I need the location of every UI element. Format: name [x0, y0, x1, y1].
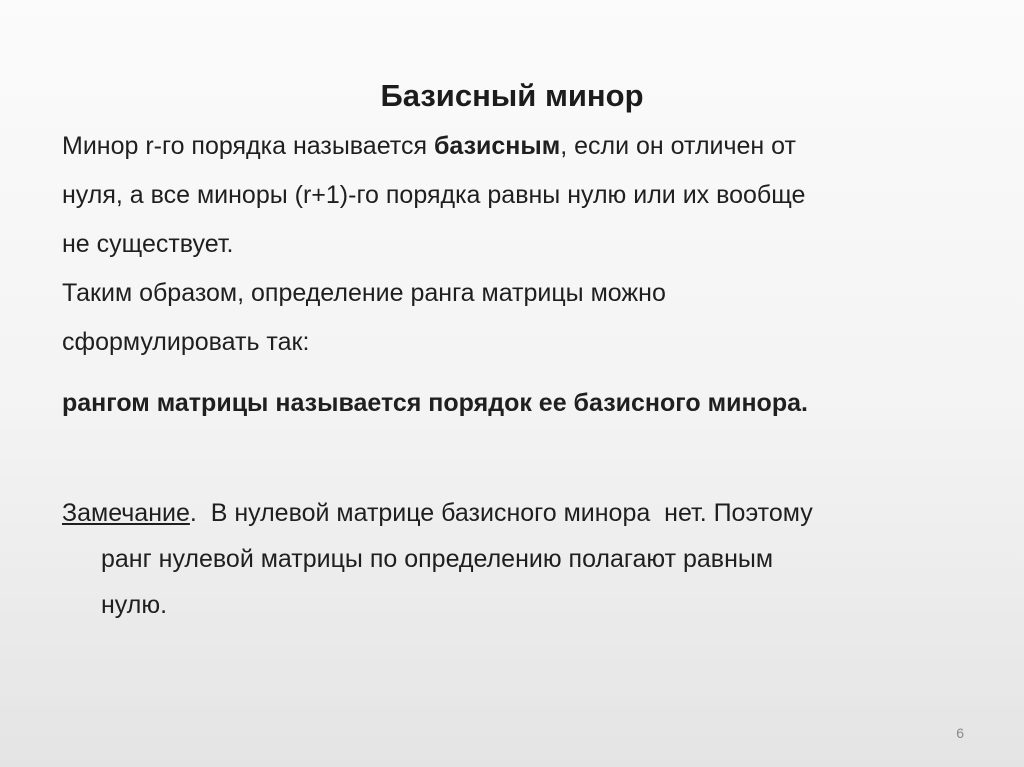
- remark-period: .: [189, 499, 197, 527]
- rank-definition: рангом матрицы называется порядок ее базисного минора.: [62, 389, 808, 417]
- definition-text: , если он отличен от: [560, 132, 796, 160]
- page-number: 6: [956, 725, 964, 741]
- remark-line-2: ранг нулевой матрицы по определению полагают равным: [101, 545, 774, 573]
- remark-label: Замечание: [62, 499, 190, 527]
- definition-line-3: не существует.: [62, 230, 234, 258]
- definition-line-2: нуля, а все миноры (r+1)-го порядка равны нулю или их вообще: [62, 181, 806, 209]
- slide-title: Базисный минор: [380, 78, 644, 113]
- remark-line-3: нулю.: [101, 591, 168, 619]
- remark-line-1: [62, 498, 813, 528]
- conclusion-line-2: сформулировать так:: [62, 328, 310, 356]
- definition-line-1: [62, 131, 796, 161]
- basis-term: базисным: [433, 132, 561, 160]
- remark-text: В нулевой матрице базисного минора нет. Поэтому: [196, 499, 813, 527]
- conclusion-line-1: Таким образом, определение ранга матрицы можно: [62, 279, 666, 307]
- definition-text: Минор r-го порядка называется: [62, 132, 434, 160]
